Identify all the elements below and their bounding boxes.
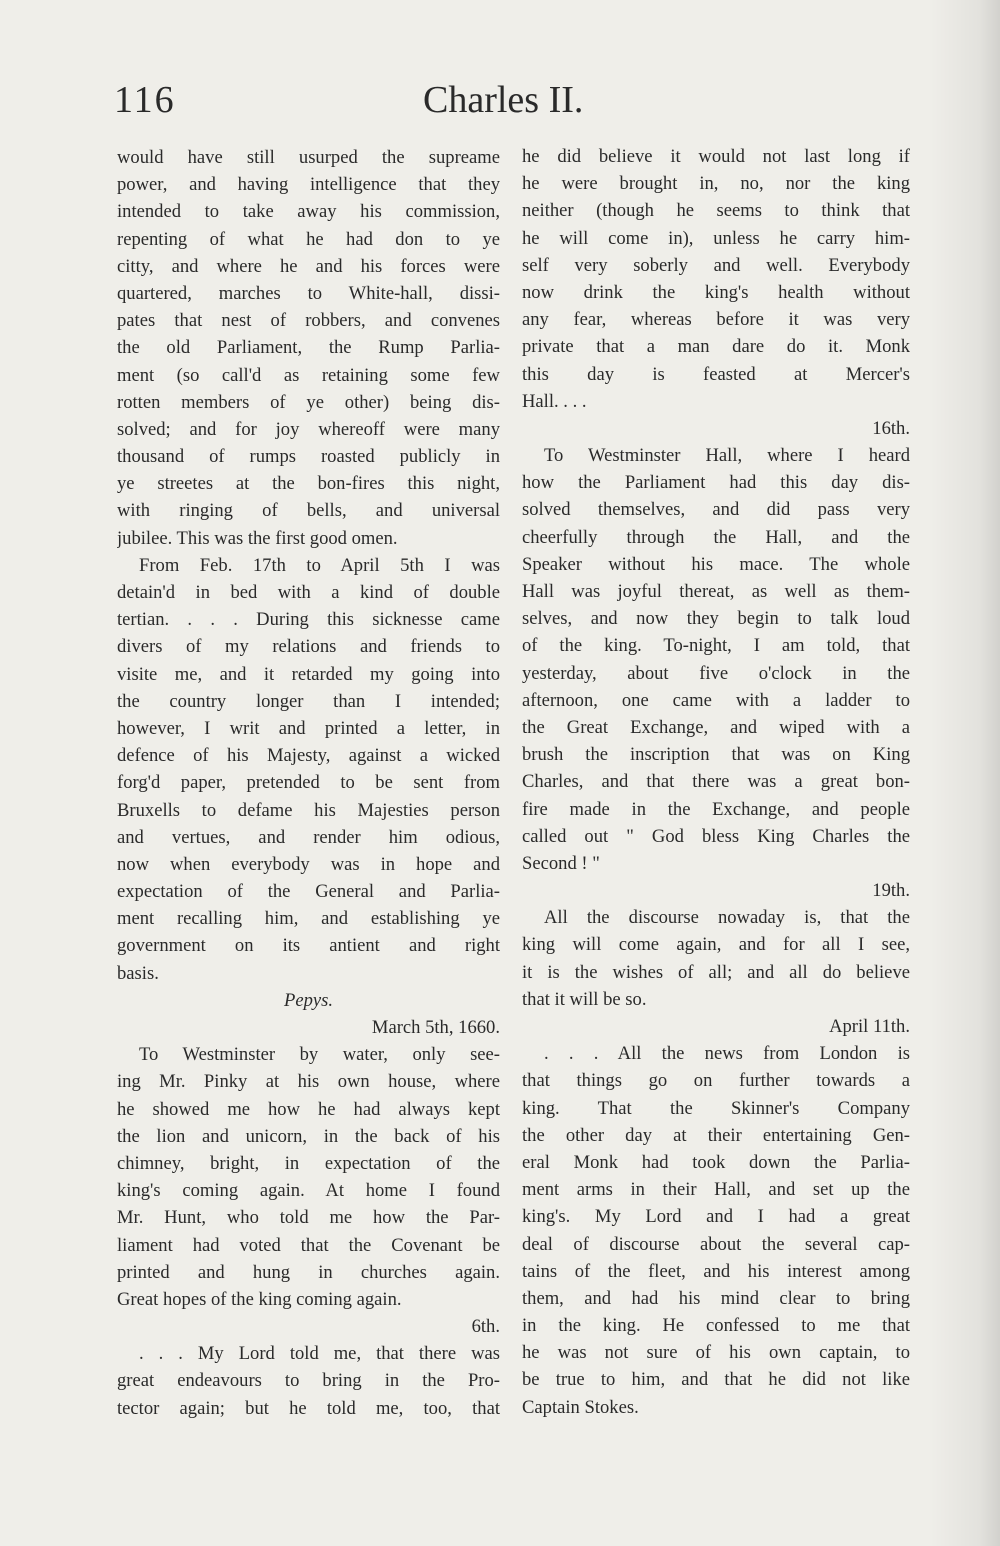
text-line: Charles, and that there was a great bon-: [522, 771, 910, 793]
text-line: To Westminster by water, only see-: [139, 1044, 500, 1066]
text-line: Bruxells to defame his Majesties person: [117, 799, 500, 821]
text-line: . . . All the news from London is: [544, 1043, 910, 1065]
text-line: basis.: [117, 962, 159, 984]
text-line: called out " God bless King Charles the: [522, 825, 910, 847]
entry-date: 6th.: [471, 1316, 500, 1338]
text-line: liament had voted that the Covenant be: [117, 1234, 500, 1256]
text-line: solved; and for joy whereoff were many: [117, 418, 500, 440]
text-line: how the Parliament had this day dis-: [522, 472, 910, 494]
text-line: he will come in), unless he carry him-: [522, 227, 910, 249]
right-column: [522, 143, 910, 1421]
text-line: All the discourse nowaday is, that the: [544, 907, 910, 929]
text-line: rotten members of ye other) being dis-: [117, 391, 500, 413]
text-line: citty, and where he and his forces were: [117, 255, 500, 277]
text-line: he showed me how he had always kept: [117, 1098, 500, 1120]
text-line: printed and hung in churches again.: [117, 1261, 500, 1283]
text-line: the country longer than I intended;: [117, 690, 500, 712]
page-edge-shadow: [930, 0, 1000, 1546]
entry-date: April 11th.: [829, 1016, 910, 1037]
section-heading: Pepys.: [283, 989, 334, 1011]
text-line: he did believe it would not last long if: [522, 146, 910, 167]
text-line: eral Monk had took down the Parlia-: [522, 1151, 910, 1173]
page-number: 116: [114, 79, 176, 121]
text-line: and vertues, and render him odious,: [117, 826, 500, 848]
text-line: be true to him, and that he did not like: [522, 1369, 910, 1391]
text-line: ment recalling him, and establishing ye: [117, 908, 500, 930]
text-line: neither (though he seems to think that: [522, 200, 910, 222]
text-line: To Westminster Hall, where I heard: [544, 445, 910, 467]
text-line: deal of discourse about the several cap-: [522, 1233, 910, 1255]
text-line: king's coming again. At home I found: [117, 1180, 500, 1202]
text-line: tertian. . . . During this sicknesse came: [117, 609, 500, 631]
text-line: king will come again, and for all I see,: [522, 934, 910, 956]
running-head-title: Charles II.: [423, 79, 584, 121]
text-line: chimney, bright, in expectation of the: [117, 1152, 500, 1174]
text-line: that it will be so.: [522, 988, 647, 1010]
text-line: the Great Exchange, and wiped with a: [522, 716, 910, 738]
text-line: defence of his Majesty, against a wicked: [117, 745, 500, 767]
text-line: that things go on further towards a: [522, 1070, 910, 1092]
text-line: expectation of the General and Parlia-: [117, 881, 500, 903]
text-line: now drink the king's health without: [522, 281, 910, 303]
text-line: however, I writ and printed a letter, in: [117, 717, 500, 739]
text-line: yesterday, about five o'clock in the: [522, 662, 910, 684]
entry-date: 19th.: [872, 880, 910, 902]
text-line: forg'd paper, pretended to be sent from: [117, 772, 500, 794]
text-line: great endeavours to bring in the Pro-: [117, 1370, 500, 1392]
text-line: jubilee. This was the first good omen.: [117, 527, 398, 549]
text-line: divers of my relations and friends to: [117, 636, 500, 658]
text-line: Second ! ": [522, 852, 600, 874]
text-line: ment (so call'd as retaining some few: [117, 364, 500, 386]
text-line: now when everybody was in hope and: [117, 853, 500, 875]
text-line: this day is feasted at Mercer's: [522, 363, 910, 385]
left-column: [117, 144, 500, 1422]
text-line: intended to take away his commission,: [117, 201, 500, 223]
text-line: ment arms in their Hall, and set up the: [522, 1179, 910, 1201]
text-line: solved themselves, and did pass very: [522, 499, 910, 521]
text-line: them, and had his mind clear to bring: [522, 1287, 910, 1309]
text-line: repenting of what he had don to ye: [117, 228, 500, 250]
entry-date: 16th.: [872, 417, 910, 439]
text-line: he was not sure of his own captain, to: [522, 1342, 910, 1364]
text-line: ing Mr. Pinky at his own house, where: [117, 1071, 500, 1093]
text-line: government on its antient and right: [117, 935, 500, 957]
text-line: visite me, and it retarded my going into: [117, 663, 500, 685]
text-line: of the king. To-night, I am told, that: [522, 635, 910, 657]
text-line: Hall. . . .: [522, 390, 587, 412]
text-line: Speaker without his mace. The whole: [522, 553, 910, 575]
text-line: cheerfully through the Hall, and the: [522, 526, 910, 548]
text-line: tector again; but he told me, too, that: [117, 1397, 500, 1419]
text-line: would have still usurped the supreame: [117, 147, 500, 168]
text-line: in the king. He confessed to me that: [522, 1315, 910, 1337]
text-line: afternoon, one came with a ladder to: [522, 689, 910, 711]
text-line: power, and having intelligence that they: [117, 174, 500, 196]
text-line: king's. My Lord and I had a great: [522, 1206, 910, 1228]
text-line: ye streetes at the bon-fires this night,: [117, 473, 500, 495]
text-line: tains of the fleet, and his interest among: [522, 1260, 910, 1282]
text-line: quartered, marches to White-hall, dissi-: [117, 282, 500, 304]
text-line: any fear, whereas before it was very: [522, 309, 910, 331]
text-line: it is the wishes of all; and all do believe: [522, 961, 910, 983]
text-line: Hall was joyful thereat, as well as them-: [522, 581, 910, 602]
text-line: thousand of rumps roasted publicly in: [117, 446, 500, 468]
text-line: pates that nest of robbers, and convenes: [117, 310, 500, 332]
text-line: king. That the Skinner's Company: [522, 1097, 910, 1119]
text-line: brush the inscription that was on King: [522, 744, 910, 766]
text-line: Captain Stokes.: [522, 1396, 639, 1418]
entry-date: March 5th, 1660.: [371, 1017, 500, 1038]
text-line: detain'd in bed with a kind of double: [117, 582, 500, 603]
text-line: From Feb. 17th to April 5th I was: [139, 554, 500, 576]
text-line: selves, and now they begin to talk loud: [522, 608, 910, 630]
text-line: with ringing of bells, and universal: [117, 500, 500, 522]
text-line: the other day at their entertaining Gen-: [522, 1124, 910, 1146]
text-line: private that a man dare do it. Monk: [522, 336, 910, 358]
text-line: he were brought in, no, nor the king: [522, 173, 910, 195]
text-line: fire made in the Exchange, and people: [522, 798, 910, 820]
text-line: the lion and unicorn, in the back of his: [117, 1125, 500, 1147]
text-line: . . . My Lord told me, that there was: [139, 1343, 500, 1365]
text-line: the old Parliament, the Rump Parlia-: [117, 337, 500, 359]
text-line: self very soberly and well. Everybody: [522, 254, 910, 276]
text-line: Great hopes of the king coming again.: [117, 1288, 402, 1310]
text-line: Mr. Hunt, who told me how the Par-: [117, 1207, 500, 1229]
